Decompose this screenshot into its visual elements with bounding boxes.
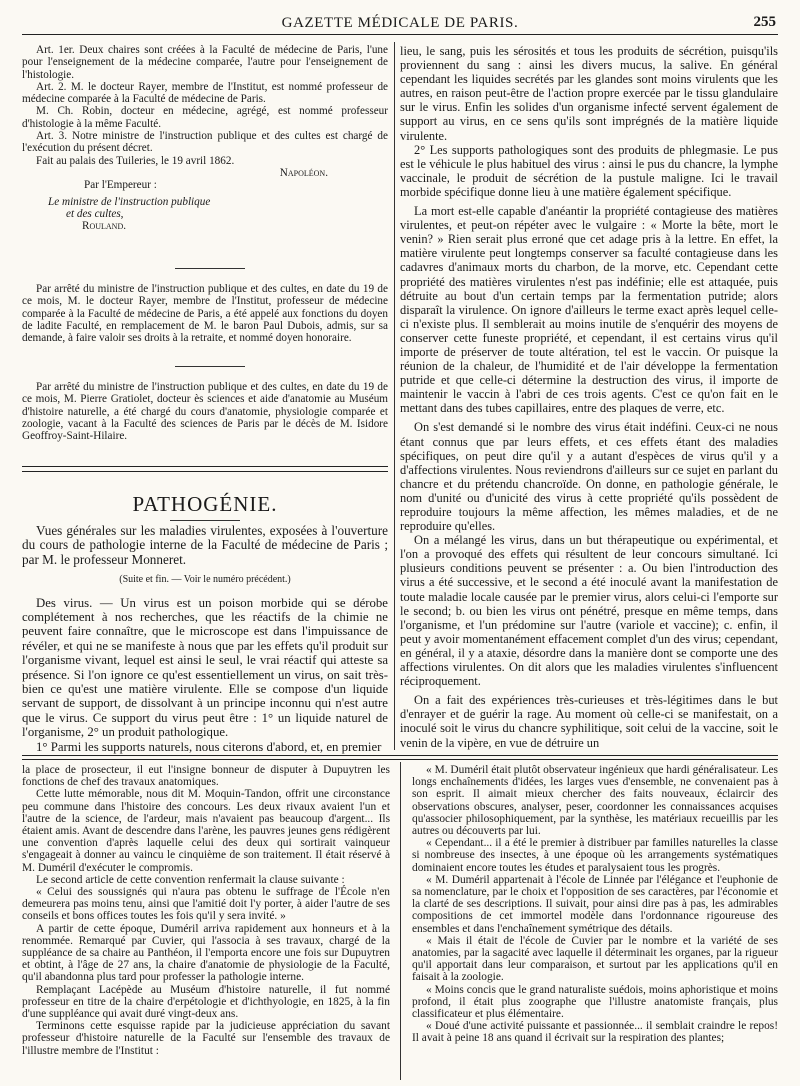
decree-fait: Fait au palais des Tuileries, le 19 avril 1862. xyxy=(36,154,235,167)
notice-rayer: Par arrêté du ministre de l'instruction publique et des cultes, en date du 19 de ce mois, M. le docteur Rayer, membre de l'Institut, professeur de médecine comparée à la Faculté de médecine de Paris, a été appelé aux fonctions du doyen de ladite Faculté, en remplacement de M. le baron Paul Dubois, admis, sur sa demande, à faire valoir ses droits à la retraite, et nommé doyen honoraire. xyxy=(22,283,388,345)
quote-observateur: « M. Duméril était plutôt observateur ingénieux que hardi généralisateur. Les longs enchaînements d'idées, les larges vues d'ensemble, ne convenaient pas à son esprit. Il aimait mieux chercher des faits nouveaux, éclaircir des observations obscures, analyser, peser, coordonner les connaissances acquises qu'associer philosophiquement, par la synthèse, les matériaux recueillis par les autres ou découverts par lui. xyxy=(412,764,778,838)
par-empereur: Par l'Empereur : xyxy=(84,179,157,192)
decree-article-3: Art. 3. Notre ministre de l'instruction publique et des cultes est chargé de l'exécution du présent décret. xyxy=(22,130,388,155)
notice-rayer-block xyxy=(22,283,388,344)
pathogenie-right xyxy=(400,44,778,750)
paragraph-nombre: On s'est demandé si le nombre des virus était indéfini. Ceux-ci ne nous étant connus que par leurs effets, et ces effets étant des maladies spécifiques, on peut dire qu'il y a autant d'espèces de virus qu'il y a d'affections virulentes. Nous reviendrons d'ailleurs sur ce sujet en parlant du chancre et du prétendu chancroïde. On donne, en pathologie générale, le nom d'unité ou d'unicité des virus à cette propriété qu'ils possèdent de reproduire toujours la même affection, les mêmes maladies, et de ne reproduire qu'elles. xyxy=(400,420,778,534)
column-divider xyxy=(394,42,395,750)
ministre-line-2: et des cultes, xyxy=(66,207,124,220)
paragraph-rage: On a fait des expériences très-curieuses et très-légitimes dans le but d'enrayer et de guérir la rage. Au moment où celle-ci se manifestait, on a inoculé soit le virus du chancre syphilitique, soit celui de la vaccine, soit le venin de la vipère, en vue de détruire un xyxy=(400,693,778,750)
feuilleton-left xyxy=(22,764,390,1057)
continuation-note: (Suite et fin. — Voir le numéro précédent.) xyxy=(119,574,291,586)
feuilleton-terminons: Terminons cette esquisse rapide par la judicieuse appréciation du savant professeur d'histoire naturelle de la Faculté sur l'ensemble des travaux de l'illustre membre de l'Institut : xyxy=(22,1020,390,1057)
decree-article-1: Art. 1er. Deux chaires sont créées à la Faculté de médecine de Paris, l'une pour l'enseignement de la médecine comparée, l'autre pour l'enseignement de l'histologie. xyxy=(22,44,388,81)
decree-article-2: Art. 2. M. le docteur Rayer, membre de l'Institut, est nommé professeur de médecine comparée à la Faculté de médecine de Paris. xyxy=(22,80,388,106)
pathogenie-left xyxy=(22,524,388,754)
paragraph-sang: lieu, le sang, puis les sérosités et tous les produits de sécrétion, puisqu'ils proviennent du sang : ainsi les divers mucus, la salive. En général cependant les liquides secrétés par les glandes sont moins virulents que les autres, en raison peut-être de l'action propre exercée par le tissu glandulaire sur le virus. Enfin les solides d'un organisme infecté servent également de support au virus, en ce sens qu'ils sont imprégnés de la matière liquide virulente. xyxy=(400,44,778,143)
page-number: 255 xyxy=(753,14,776,30)
notice-gratiolet: Par arrêté du ministre de l'instruction publique et des cultes, en date du 19 de ce mois, M. Pierre Gratiolet, docteur ès sciences et aide d'anatomie au Muséum d'histoire naturelle, a été chargé du cours d'anatomie, physiologie comparée et zoologie, vacant à la Faculté des sciences de Paris par le décès de M. Isidore Geoffroy-Saint-Hilaire. xyxy=(22,381,388,443)
paragraph-melange: On a mélangé les virus, dans un but thérapeutique ou expérimental, et l'on a provoqué des effets qui résultent de leur concours simultané. Ici plusieurs conditions peuvent se présenter : a. Ou bien l'introduction des virus a été successive, et le second a été inoculé avant la manifestation de toute maladie locale causée par le premier virus, alors celui-ci l'emporte sur le second; b. ou bien les virus ont pénétré, presque en même temps, dans l'organisme, et l'un prédomine sur l'autre (variole et vaccine); c. enfin, il peut y avoir momentanément effacement complet d'un des virus; cependant, en général, il y a ataxie, désordre dans la manière dont se comporte une des affections virulentes. On dit alors que les maladies virulentes s'influencent réciproquement. xyxy=(400,533,778,689)
feuilleton-lacepede: Remplaçant Lacépède au Muséum d'histoire naturelle, il fut nommé professeur en titre de la chaire d'erpétologie et d'ichthyologie, en 1825, à la fin d'une suppléance qui avait duré vingt-deux ans. xyxy=(22,983,390,1021)
section-divider xyxy=(22,466,388,472)
feuilleton-honneurs: A partir de cette époque, Duméril arriva rapidement aux honneurs et à la renommée. Remarqué par Cuvier, qui l'associa à ses travaux, chargé de la suppléance de sa chaire au Panthéon, il l'emporta encore une fois sur Dupuytren et obtint, à l'âge de 27 ans, la chaire d'anatomie de physiologie de la Faculté, qu'il abandonna plus tard pour professer la pathologie interne. xyxy=(22,922,390,984)
section-title: PATHOGÉNIE. xyxy=(132,492,278,516)
paragraph-supports-naturels: 1° Parmi les supports naturels, nous citerons d'abord, et, en premier xyxy=(36,739,382,754)
feuilleton-prosecteur: la place de prosecteur, il eut l'insigne bonneur de disputer à Dupuytren les fonctions de chef des travaux anatomiques. xyxy=(22,764,390,789)
feuilleton-column-divider xyxy=(400,762,401,1080)
paragraph-supports-pathologiques: 2° Les supports pathologiques sont des produits de phlegmasie. Le pus est le véhicule le plus habituel des virus : ainsi le pus du chancre, la lymphe vaccinale, le produit de sécrétion de la pustule maligne. Ici le travail morbide spécifique donne lieu à une matière également spécifique. xyxy=(400,142,778,199)
quote-linnee: « M. Duméril appartenait à l'école de Linnée par l'élégance et l'euphonie de sa nomenclature, par le choix et l'opposition de ses caractères, par l'économie et la clarté de ses descriptions. Il suivait, pour ainsi dire pas à pas, les admirables compositions de cet immortel modèle dans l'ordonnance rigoureuse des ensembles et dans l'enchaînement symétrique des détails. xyxy=(412,873,778,935)
paragraph-mort: La mort est-elle capable d'anéantir la propriété contagieuse des matières virulentes, et peut-on répéter avec le vulgaire : « Morte la bête, mort le venin? » Rien serait plus erroné que cet adage pris à la lettre. En effet, la matière virulente peut longtemps conserver sa faculté contagieuse dans les cadavres d'animaux morts du charbon, de la morve, etc. Cependant cette propriété des matières virulentes n'est pas indéfinie; elle est attaquée, puis détruite au bout d'un certain temps par la fermentation putride; alors disparaît la virulence. On ignore d'ailleurs le terme exact après lequel celle-ci n'existe plus. Il semblerait au moins inutile de s'enquérir des moyens de conserver cette funeste propriété, et cependant, il est certains virus qu'il importe de préserver de toute altération, tel est le vaccin. Or puisque la réunion de la chaleur, de l'humidité et de l'air développe la fermentation putride et que celle-ci détermine la destruction des virus, il importe de maintenir le vaccin à l'abri de ces trois agents. C'est ce qu'on fait en le mettant dans des tubes capillaires, entre des plaques de verre, etc. xyxy=(400,204,778,416)
quote-activite: « Doué d'une activité puissante et passionnée... il semblait craindre le repos! Il avait à peine 18 ans quand il écrivait sur la respiration des plantes; xyxy=(412,1020,778,1045)
ministre-line-1: Le ministre de l'instruction publique xyxy=(48,195,211,208)
title-underline xyxy=(170,520,240,521)
feuilleton-clause: « Celui des soussignés qui n'aura pas obtenu le suffrage de l'École n'en demeurera pas moins tenu, ainsi que l'amitié doit l'y porter, à aider l'autre de ses conseils et bons offices toutes les fois qu'il y sera invité. » xyxy=(22,886,390,923)
journal-title: GAZETTE MÉDICALE DE PARIS. xyxy=(281,15,519,31)
quote-moins-concis: « Moins concis que le grand naturaliste suédois, moins aphoristique et moins profond, il était plus zoographe que l'illustre anatomiste français, plus classificateur et plus élémentaire. xyxy=(412,983,778,1021)
feuilleton-divider xyxy=(22,755,778,760)
notice-gratiolet-block xyxy=(22,381,388,442)
decree-column xyxy=(22,44,388,232)
decree-robin: M. Ch. Robin, docteur en médecine, agrégé, est nommé professeur d'histologie à la même Faculté. xyxy=(22,105,388,130)
quote-cependant: « Cependant... il a été le premier à distribuer par familles naturelles la classe si nombreuse des insectes, à une époque où les arrangements systématiques dominaient encore toutes les études et paralysaient tous les progrès. xyxy=(412,837,778,874)
feuilleton-right xyxy=(412,764,778,1045)
paragraph-des-virus: Des virus. — Un virus est un poison morbide qui se dérobe complétement à nos recherches, que les réactifs de la chimie ne peuvent faire connaître, que le microscope est dans l'impuissance de révéler, et qui ne se manifeste à nous que par les effets qu'il produit sur l'organisme vivant, lequel est ainsi le seul, le vrai réactif qui atteste sa présence. Si l'on ignore ce qu'est essentiellement un virus, on sait très-bien ce qu'est une matière virulente. Elle se compose d'un liquide servant de support, de dissolvant à un principe inconnu qui n'est autre que le virus. Ce support du virus peut être : 1° un liquide naturel de l'organisme, 2° un produit pathologique. xyxy=(22,595,388,740)
article-lead: Vues générales sur les maladies virulentes, exposées à l'ouverture du cours de pathologie interne de la Faculté de médecine de Paris ; par M. le professeur Monneret. xyxy=(22,524,388,567)
page-header xyxy=(22,14,778,35)
short-divider xyxy=(175,268,245,269)
rouland-signature: Rouland. xyxy=(82,220,127,233)
feuilleton-second-article: Le second article de cette convention renfermait la clause suivante : xyxy=(36,873,345,886)
feuilleton-lutte: Cette lutte mémorable, nous dit M. Moquin-Tandon, offrit une circonstance peu commune dans l'histoire des concours. Les deux rivaux avaient l'un et l'autre de la science, de l'ardeur, mais n'avaient pas beaucoup d'argent... Ils étaient amis. Avant de descendre dans l'arène, les pauvres jeunes gens rédigèrent une convention d'après laquelle celui des deux qui sortirait vainqueur s'engageait à donner au vaincu le cinquième de son traitement. Il était réservé à M. Duméril d'exécuter le compromis. xyxy=(22,788,390,874)
quote-cuvier: « Mais il était de l'école de Cuvier par le nombre et la variété de ses anatomies, par la sagacité avec laquelle il déterminait les organes, par la rigueur qu'il apportait dans leur comparaison, et surtout par les applications qu'il en faisait à la zoologie. xyxy=(412,934,778,984)
decree-signature: Napoléon. xyxy=(279,166,328,179)
short-divider xyxy=(175,366,245,367)
